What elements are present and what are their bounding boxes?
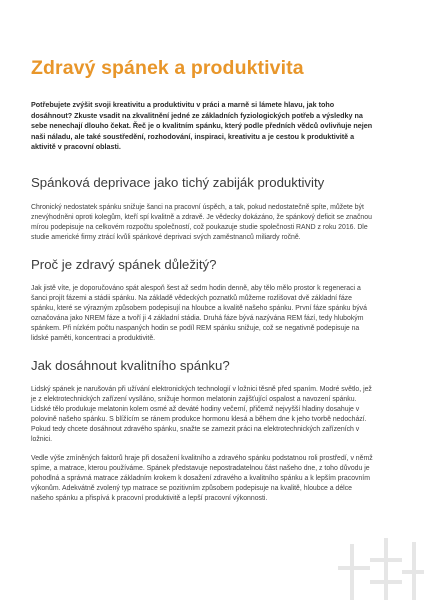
intro-paragraph: Potřebujete zvýšit svoji kreativitu a produktivitu v práci a marně si lámete hlavu, jak toho dosáhnout? Zkuste vsadit na zkvalitnění jedné ze základních fyziologických potřeb a výsledky na sebe nenechají dlouho čekat. Řeč je o kvalitním spánku, který podle předních vědců ovlivňuje nejen naši náladu, ale také soustředění, rozhodování, inspiraci, kreativitu a je cestou k produktivitě a aktivitě v pracovní oblasti. — [31, 100, 373, 152]
section-paragraph: Vedle výše zmíněných faktorů hraje při dosažení kvalitního a zdravého spánku podstatnou roli prostředí, v němž spíme, a matrace, kterou používáme. Spánek představuje nepostradatelnou část našeho dne, z toho důvodu je pohodlná a správná matrace základním krokem k dosažení zdravého a kvalitního spánku a k lepším pracovním výkonům. Adekvátně zvolený typ matrace se pozitivním způsobem podepisuje na kvalitě, hloubce a délce našeho spánku a přispívá k pracovní produktivitě a lepší pracovní výkonnosti. — [31, 454, 373, 502]
section-heading-sleep-deprivation: Spánková deprivace jako tichý zabiják produktivity — [31, 174, 325, 190]
corner-cross-pattern-icon — [338, 538, 424, 600]
section-heading-quality-sleep: Jak dosáhnout kvalitního spánku? — [31, 357, 230, 373]
document-page — [31, 56, 376, 504]
page-title: Zdravý spánek a produktivita — [31, 57, 304, 79]
section-paragraph: Jak jistě víte, je doporučováno spát alespoň šest až sedm hodin denně, aby tělo mělo prostor k regeneraci a šanci projít fázemi a stádii spánku. Na základě vědeckých poznatků můžeme rozlišovat dvě základní fáze spánku, které se výrazným způsobem podepisují na hloubce a kvalitě našeho spánku. První fáze spánku bývá označována jako NREM fáze a tvoří ji 4 základní stádia. Druhá fáze bývá nazývána REM fází, tedy hlubokým spánkem. Při nízkém počtu naspaných hodin se podíl REM spánku snižuje, což se negativně podepisuje na lidské paměti, koncentraci a produktivitě. — [31, 284, 367, 342]
section-paragraph: Chronický nedostatek spánku snižuje šanci na pracovní úspěch, a tak, pokud nedostatečně spíte, můžete být znevýhodněni oproti kolegům, kteří spí kvalitně a zdravě. Je vědecky dokázáno, že spánkový deficit se značnou mírou podepisuje na celkovém rozpočtu společností, což poukazuje studie společnosti RAND z roku 2016. Dle studie americké firmy ztrácí kvůli spánkové deprivaci svých zaměstnanců miliardy ročně. — [31, 203, 372, 241]
section-paragraph: Lidský spánek je narušován při užívání elektronických technologií v ložnici těsně před spaním. Modré světlo, jež je z elektrotechnických zařízení vysíláno, snižuje hormon melatonin zajišťující ospalost a navození spánku. Lidské tělo produkuje melatonin kolem osmé až deváté hodiny večerní, přičemž nejvyšší hladiny dosahuje v polovině našeho spánku. S blížícím se ránem produkce hormonu klesá a během dne k jeho tvorbě nedochází. Pokud tedy chcete dosáhnout zdravého spánku, snažte se zamezit práci na elektrotechnických zařízeních v ložnici. — [31, 385, 372, 443]
section-heading-why-sleep-important: Proč je zdravý spánek důležitý? — [31, 256, 217, 272]
